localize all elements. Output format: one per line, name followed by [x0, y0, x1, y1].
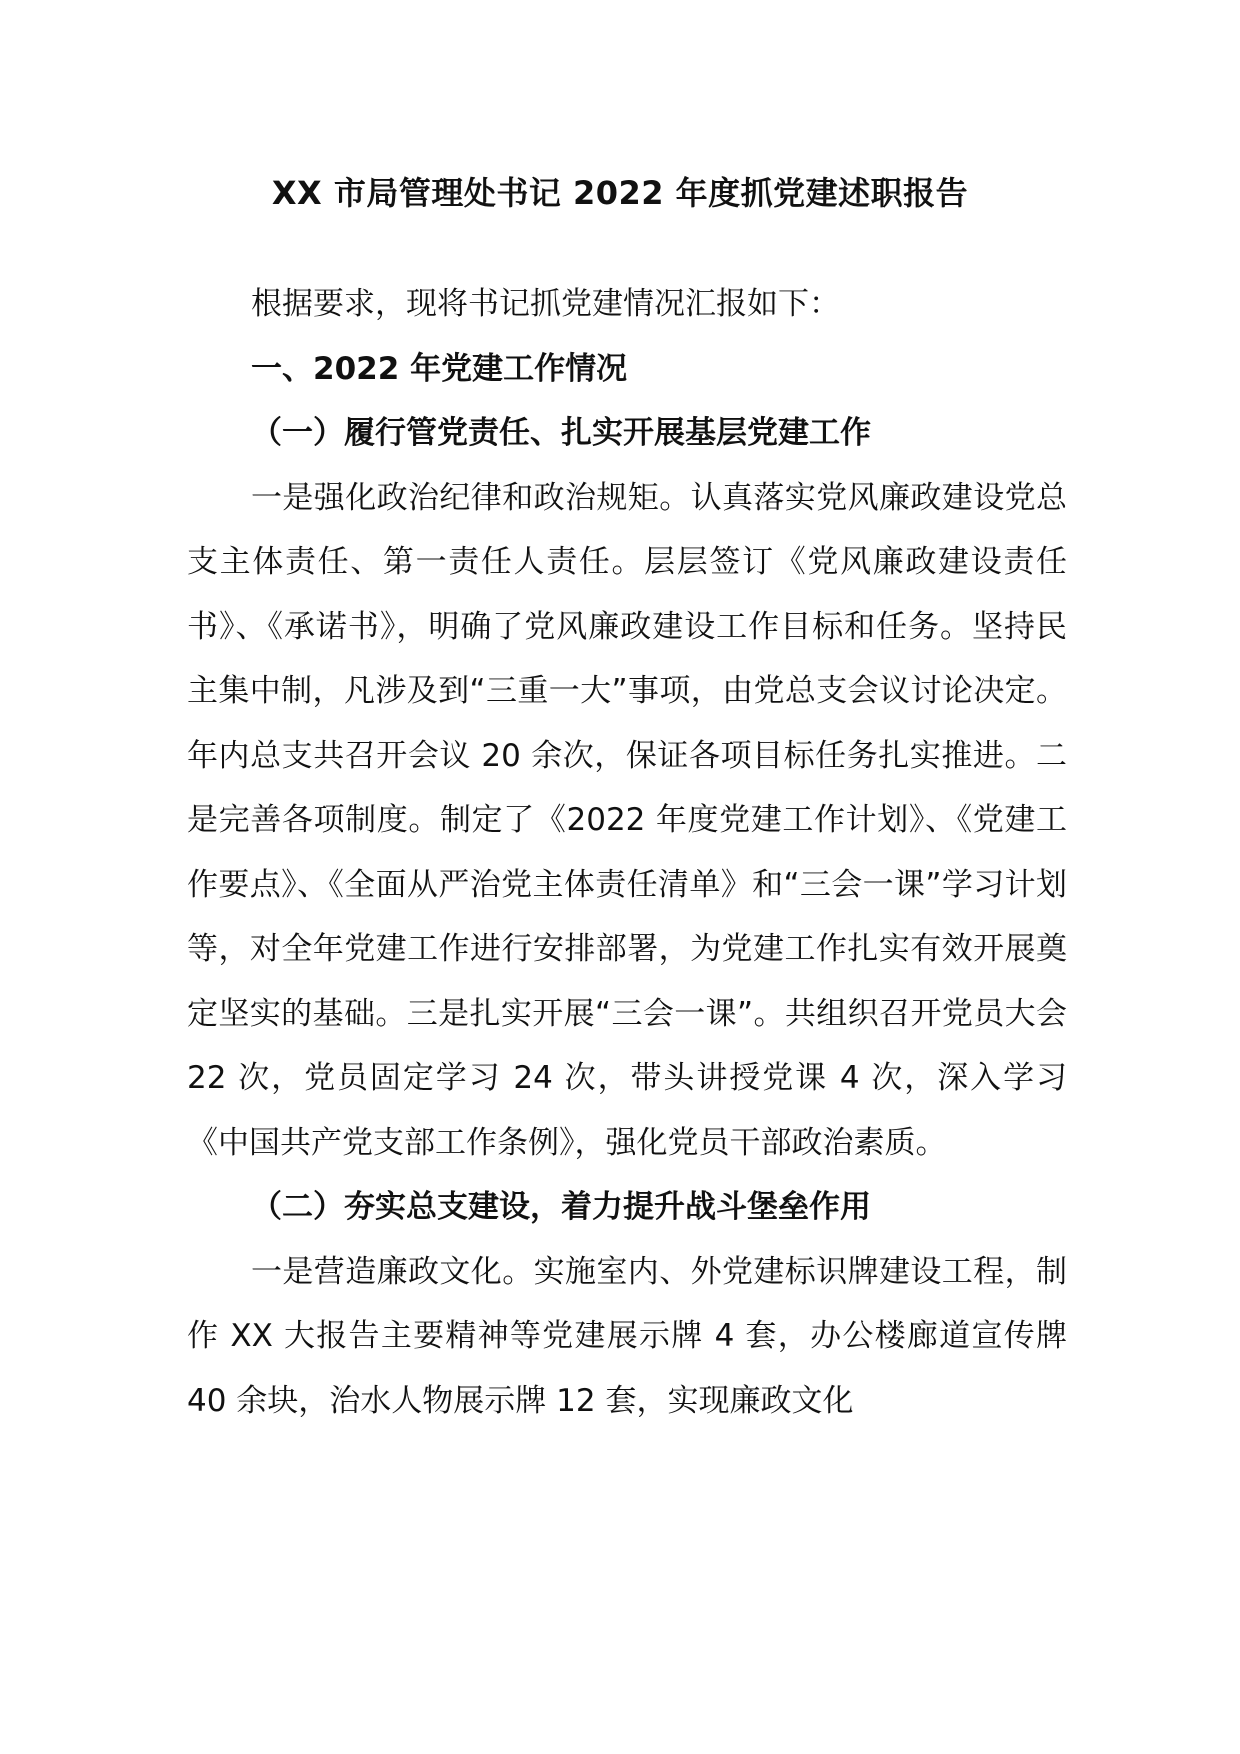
document-body [187, 272, 1067, 1433]
document-title: XX 市局管理处书记 2022 年度抓党建述职报告 [271, 174, 969, 212]
subsection-2-paragraph: 一是营造廉政文化。实施室内、外党建标识牌建设工程，制作 XX 大报告主要精神等党建展示牌 4 套，办公楼廊道宣传牌 40 余块，治水人物展示牌 12 套，实现廉政文化 [187, 1253, 1067, 1419]
intro-paragraph: 根据要求，现将书记抓党建情况汇报如下： [251, 286, 840, 322]
subsection-2-heading: （二）夯实总支建设，着力提升战斗堡垒作用 [251, 1189, 871, 1225]
section-1-heading: 一、2022 年党建工作情况 [251, 350, 628, 387]
subsection-1-heading: （一）履行管党责任、扎实开展基层党建工作 [251, 415, 871, 451]
subsection-1-paragraph: 一是强化政治纪律和政治规矩。认真落实党风廉政建设党总支主体责任、第一责任人责任。层层签订《党风廉政建设责任书》、《承诺书》，明确了党风廉政建设工作目标和任务。坚持民主集中制，凡涉及到“三重一大”事项，由党总支会议讨论决定。年内总支共召开会议 20 余次，保证各项目标任务扎实推进。二是完善各项制度。制定了《2022 年度党建工作计划》、《党建工作要点》、《全面从严治党主体责任清单》和“三会一课”学习计划等，对全年党建工作进行安排部署，为党建工作扎实有效开展奠定坚实的基础。三是扎实开展“三会一课”。共组织召开党员大会 22 次，党员固定学习 24 次，带头讲授党课 4 次，深入学习《中国共产党支部工作条例》，强化党员干部政治素质。 [187, 479, 1067, 1161]
